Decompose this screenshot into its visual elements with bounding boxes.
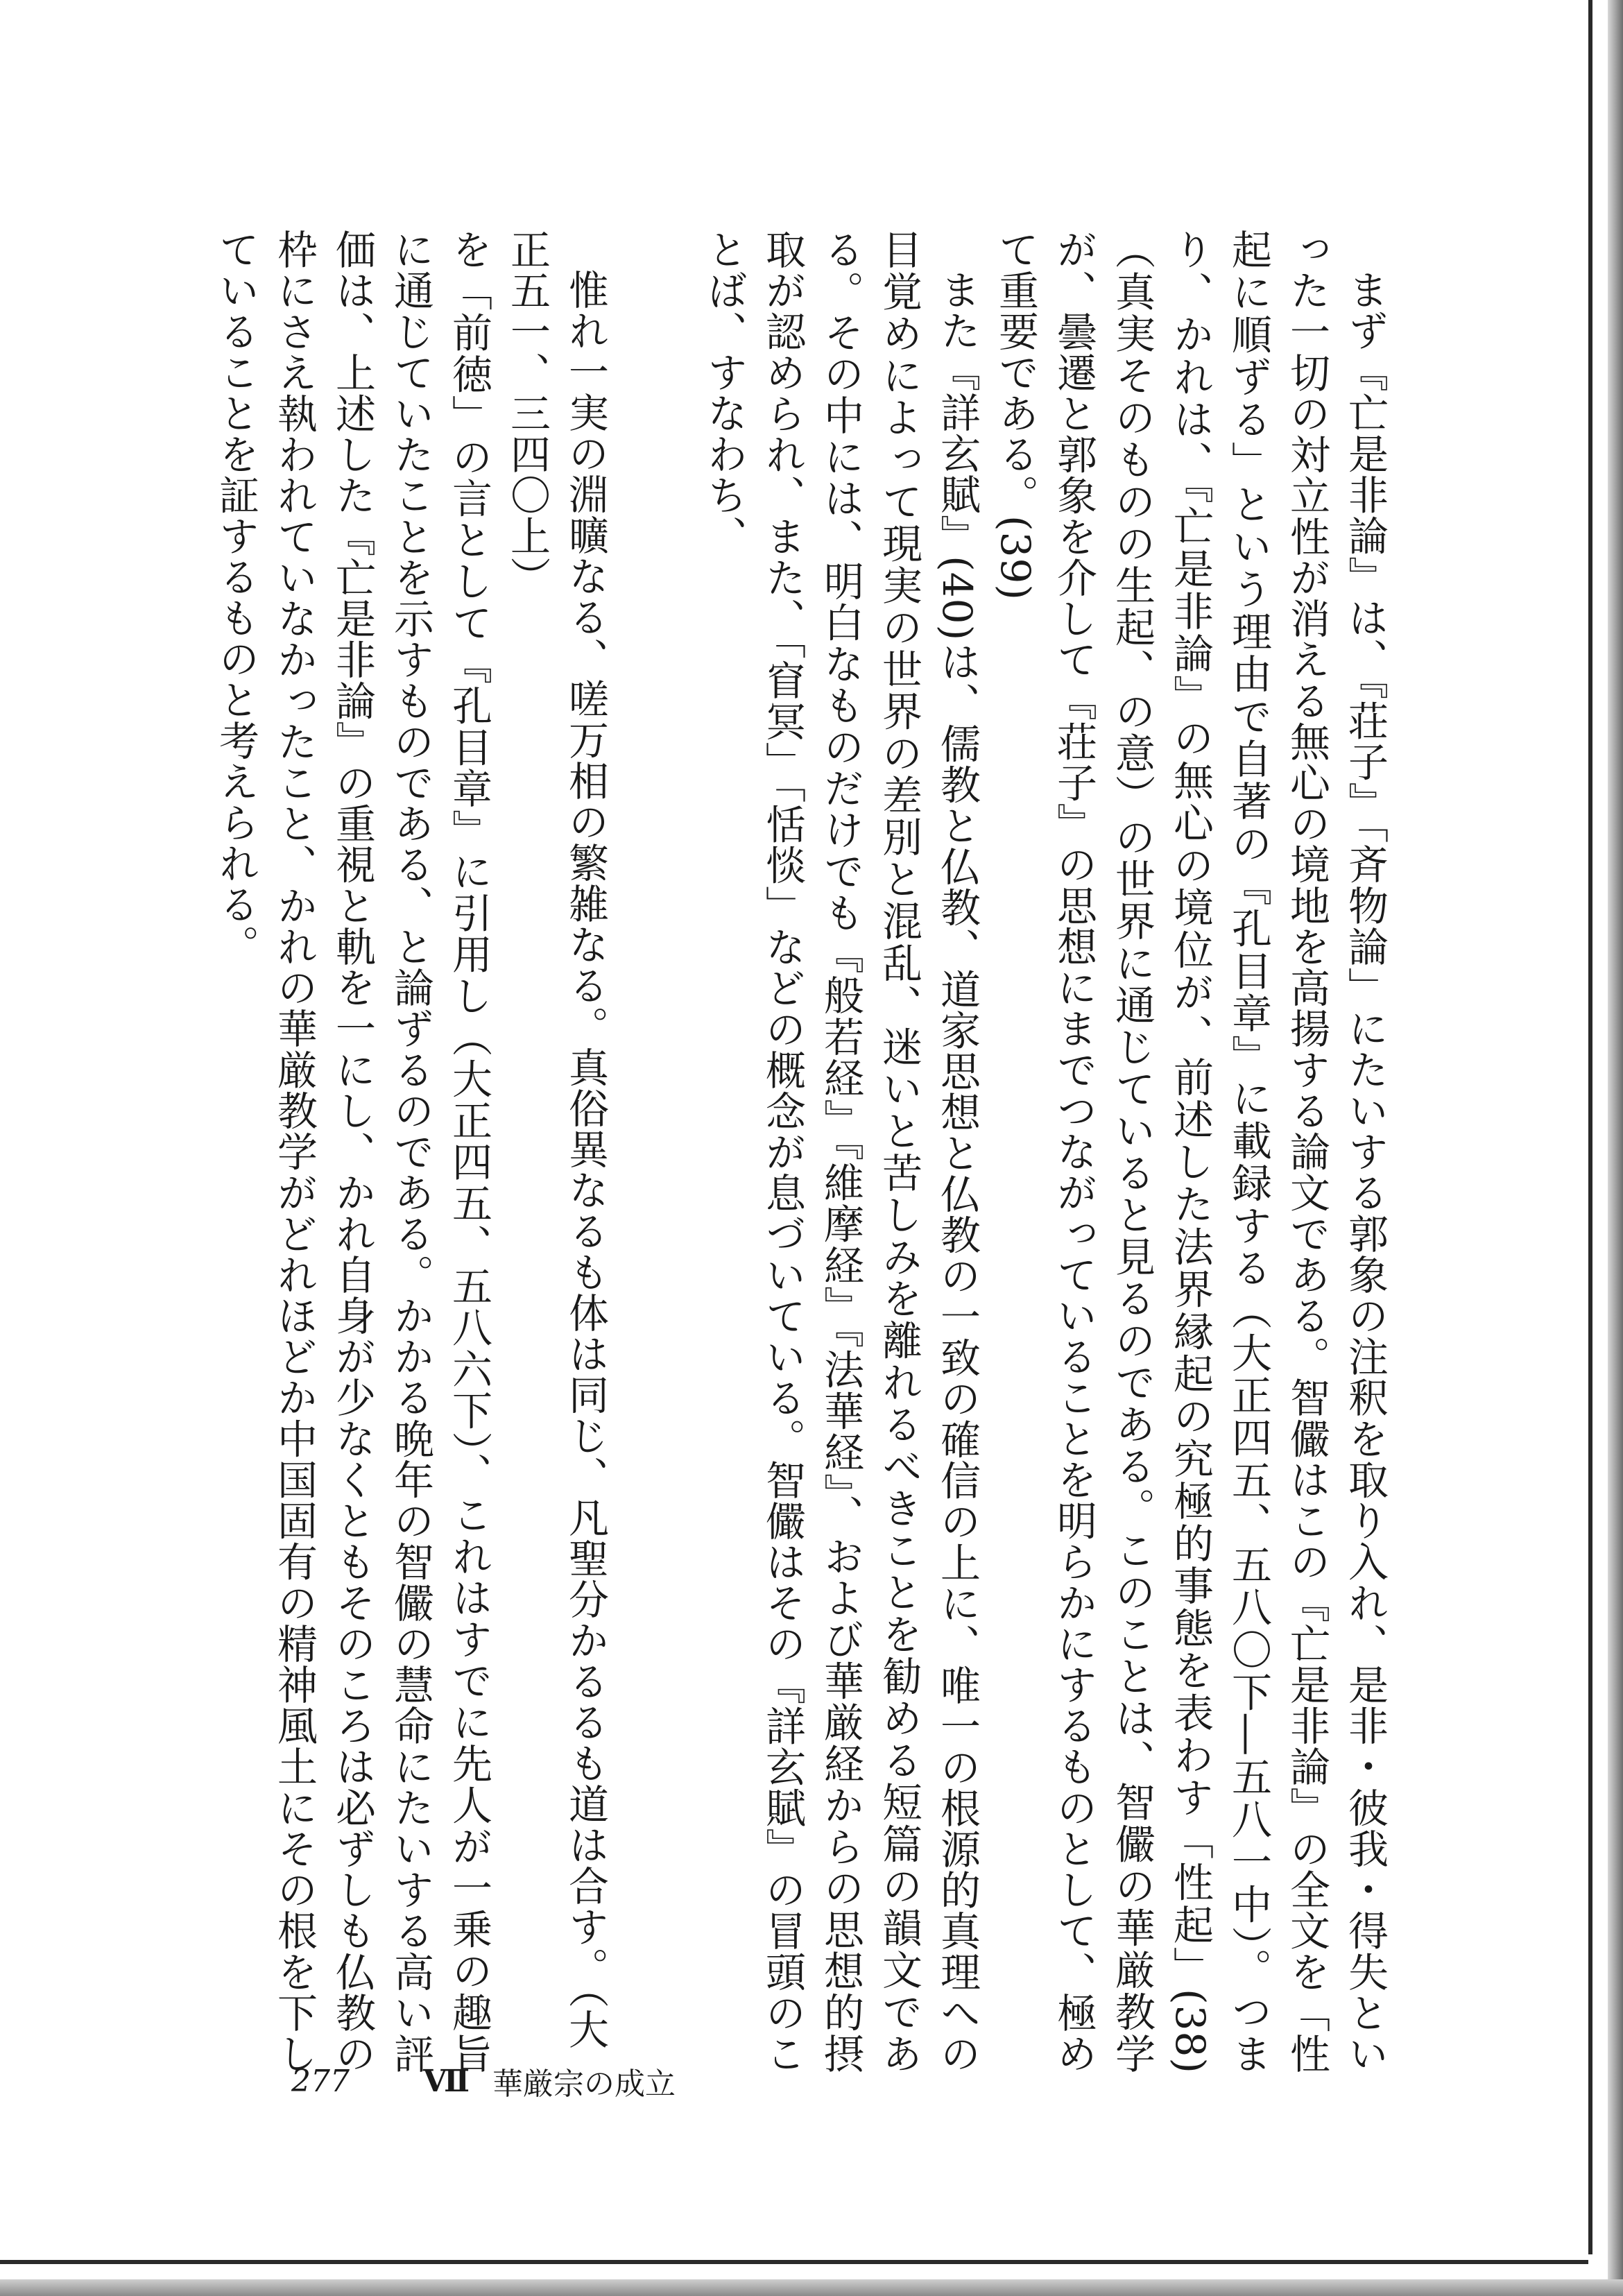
page-footer — [291, 2053, 1124, 2109]
chapter-numeral: Ⅶ — [423, 2063, 470, 2099]
page-number: 277 — [291, 2063, 350, 2099]
paragraph-2: また『詳玄賦』(40)は、儒教と仏教、道家思想と仏教の一致の確信の上に、唯一の根源的真理への目覚めによって現実の世界の差別と混乱、迷いと苦しみを離れるべきことを勧める短篇の韻文である。その中には、明白なものだけでも『般若経』『維摩経』『法華経』、および華厳経からの思想的摂取が認められ、また、「窅冥」「恬惔」などの概念が息づいている。智儼はその『詳玄賦』の冒頭のことば、すなわち、 — [701, 229, 981, 2075]
quotation: 惟れ一実の淵曠なる、嗟万相の繁雑なる。真俗異なるも体は同じ、凡聖分かるるも道は合す。（大正五一、三四〇上） — [504, 229, 609, 2050]
scan-border-bottom — [0, 2260, 1588, 2264]
scan-border-right — [1588, 0, 1592, 2254]
scan-edge-right — [1608, 0, 1623, 2296]
paragraph-3: を「前徳」の言として『孔目章』に引用し（大正四五、五八六下）、これはすでに先人が一乗の趣旨に通じていたことを示すものである、と論ずるのである。かかる晩年の智儼の慧命にたいする高い評価は、上述した『亡是非論』の重視と軌を一にし、かれ自身が少なくともそのころは必ずしも仏教の枠にさえ執われていなかったこと、かれの華厳教学がどれほどか中国固有の精神風土にその根を下していることを証するものと考えられる。 — [212, 229, 492, 2074]
scan-edge-bottom — [0, 2279, 1623, 2296]
chapter-title: 華厳宗の成立 — [492, 2066, 676, 2102]
vertical-text-body — [173, 229, 1394, 2074]
paragraph-1: まず『亡是非論』は、『荘子』「斉物論」にたいする郭象の注釈を取り入れ、是非・彼我・得失といった一切の対立性が消える無心の境地を高揚する論文である。智儼はこの『亡是非論』の全文を「性起に順ずる」という理由で自著の『孔目章』に載録する（大正四五、五八〇下―五八一中）。つまり、かれは、『亡是非論』の無心の境位が、前述した法界縁起の究極的事態を表わす「性起」(38)（真実そのものの生起、の意）の世界に通じていると見るのである。このことは、智儼の華厳教学が、曇遷と郭象を介して『荘子』の思想にまでつながっていることを明らかにするものとして、極めて重要である。(39) — [992, 229, 1389, 2075]
